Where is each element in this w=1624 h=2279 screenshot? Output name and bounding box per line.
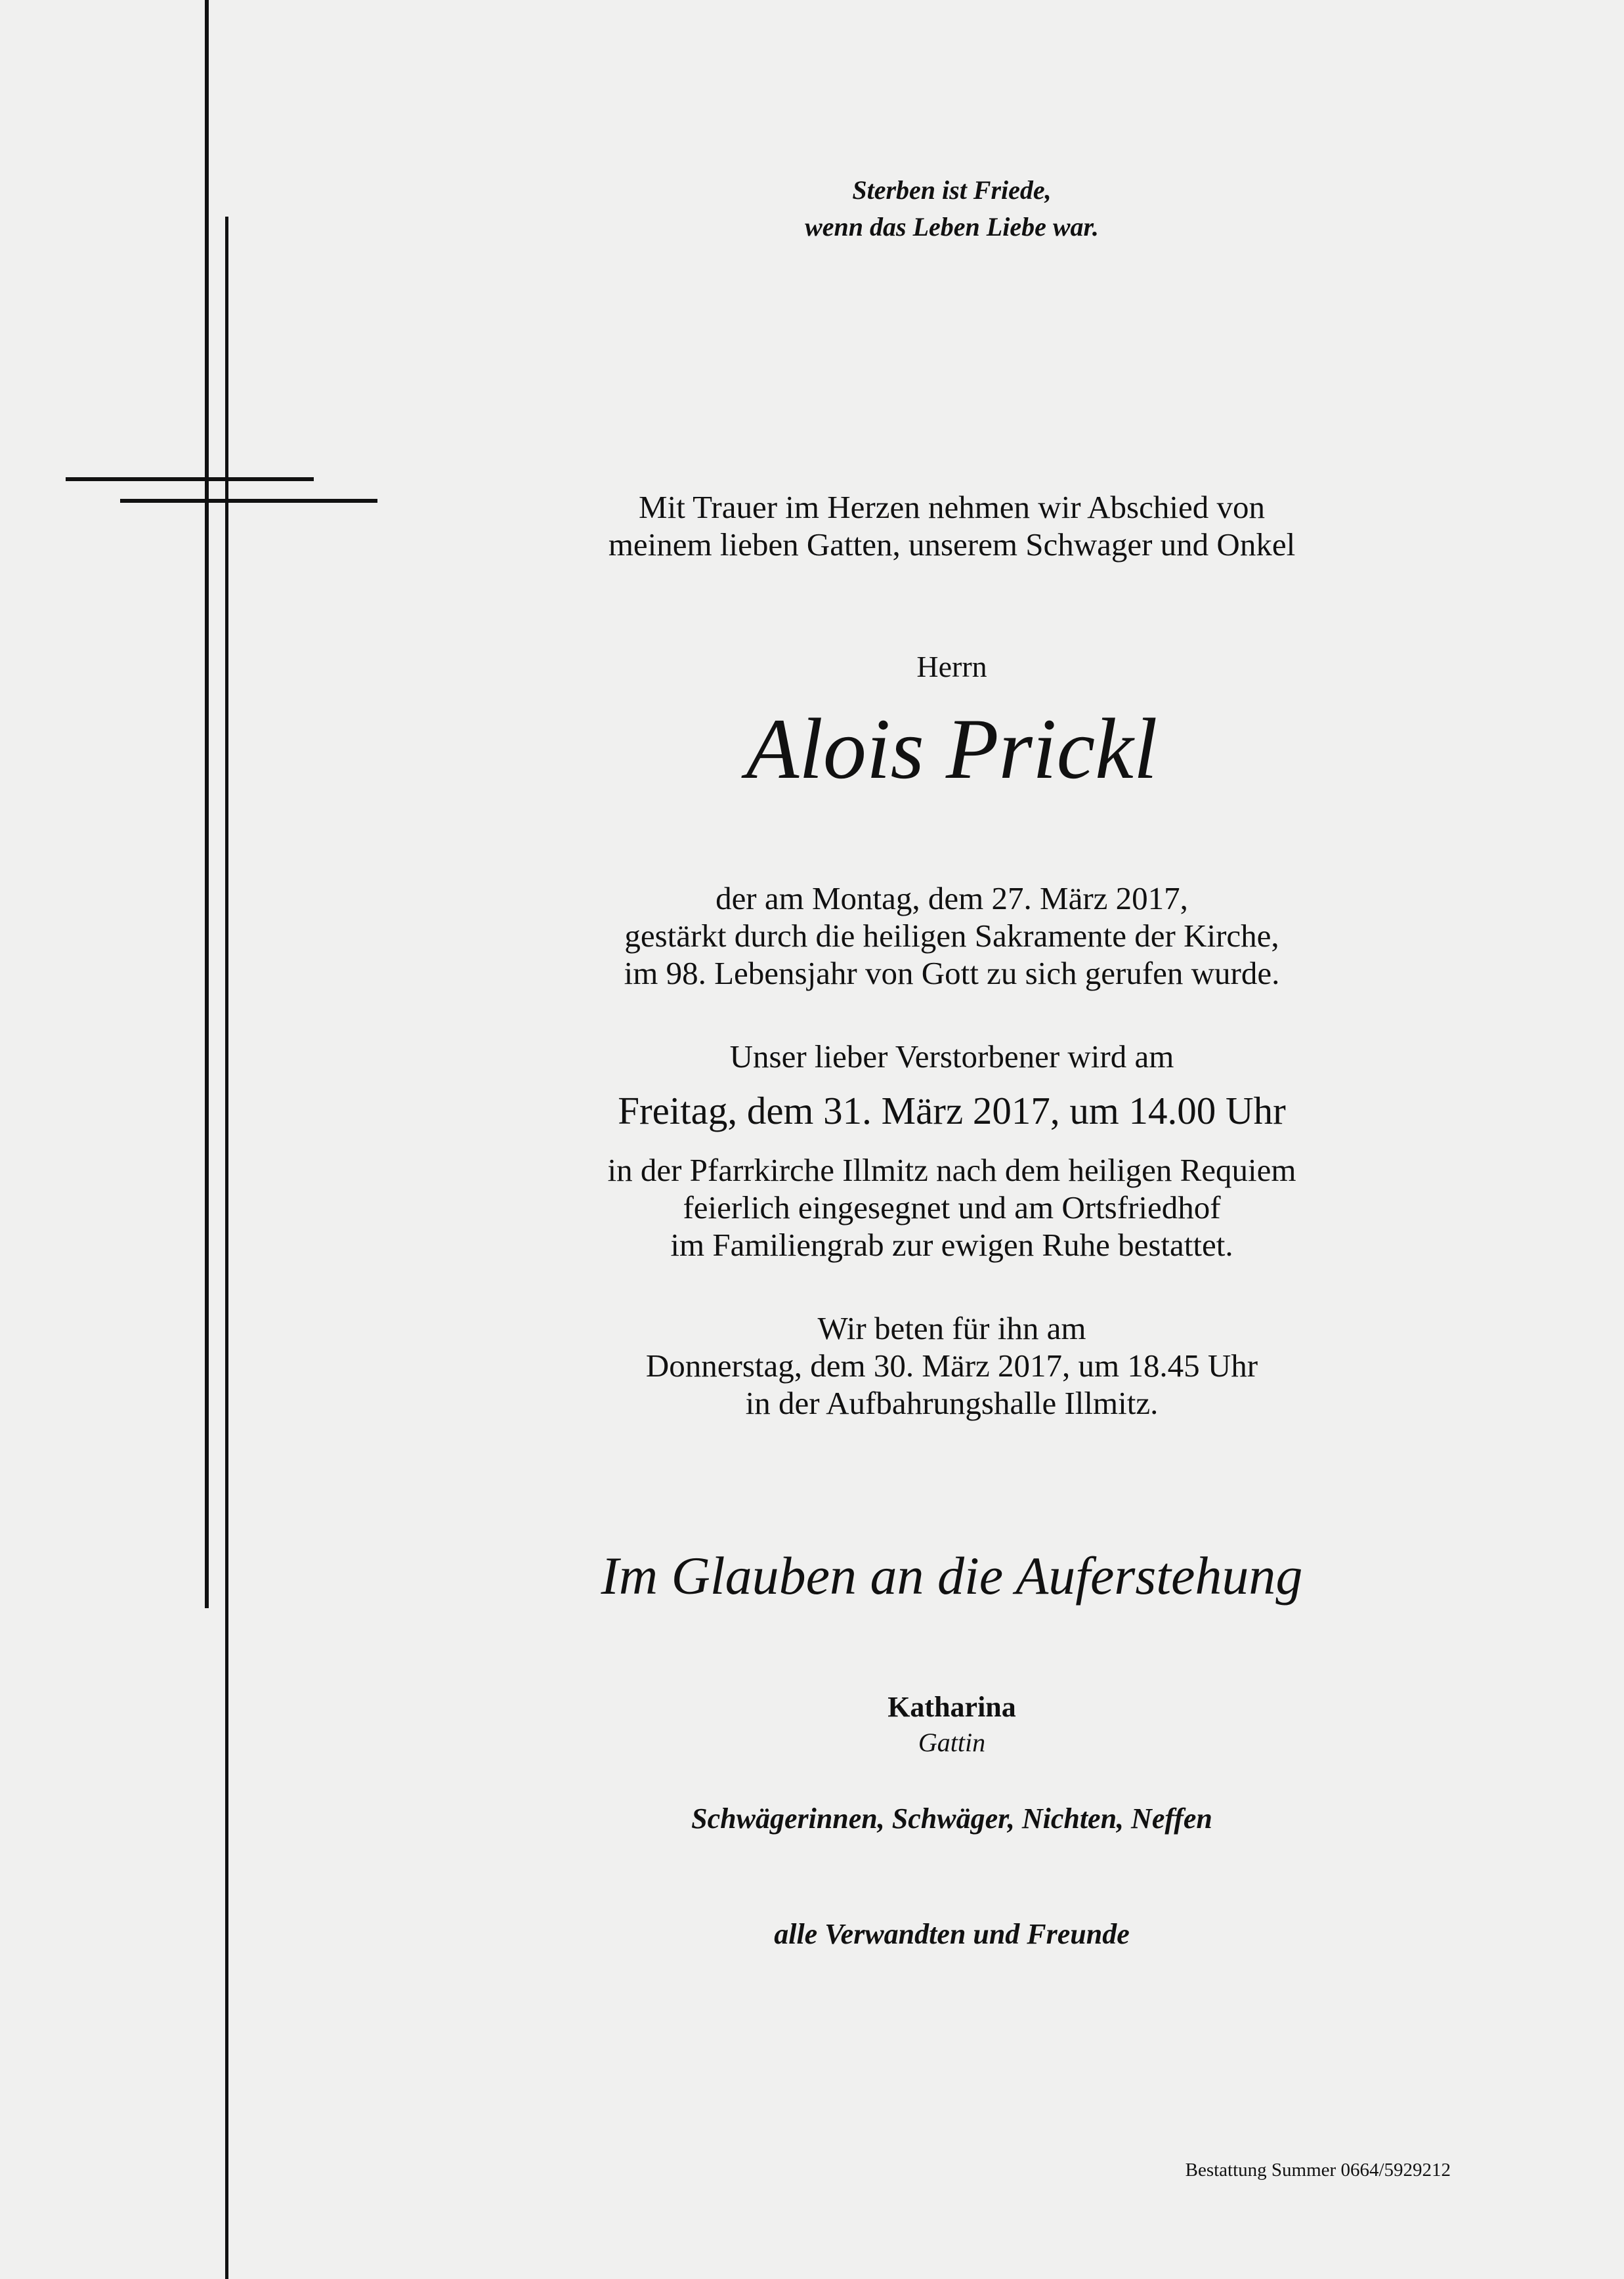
cross-vertical-left: [205, 0, 209, 1608]
cross-horizontal-lower: [120, 499, 377, 503]
prayer-line: Wir beten für ihn am: [817, 1310, 1086, 1346]
widow-name: Katharina: [887, 1691, 1016, 1723]
death-line: im 98. Lebensjahr von Gott zu sich gerufen wurde.: [624, 955, 1280, 991]
ceremony-line: in der Pfarrkirche Illmitz nach dem heiligen Requiem: [607, 1152, 1296, 1188]
relatives-list: Schwägerinnen, Schwäger, Nichten, Neffen: [691, 1802, 1212, 1835]
death-line: gestärkt durch die heiligen Sakramente der Kirche,: [624, 918, 1279, 954]
intro-line: Mit Trauer im Herzen nehmen wir Abschied von: [639, 489, 1265, 525]
funeral-lead: Unser lieber Verstorbener wird am: [729, 1038, 1174, 1075]
prayer-line: Donnerstag, dem 30. März 2017, um 18.45 Uhr: [645, 1348, 1258, 1384]
ceremony-line: im Familiengrab zur ewigen Ruhe bestattet.: [670, 1227, 1233, 1263]
salutation: Herrn: [916, 650, 987, 683]
faith-statement: Im Glauben an die Auferstehung: [601, 1546, 1303, 1606]
death-line: der am Montag, dem 27. März 2017,: [716, 880, 1188, 916]
cross-vertical-right: [225, 217, 228, 2279]
motto-line: Sterben ist Friede,: [852, 175, 1052, 205]
ceremony-line: feierlich eingesegnet und am Ortsfriedhof: [683, 1189, 1221, 1225]
death-notice: [525, 880, 1378, 992]
cross-horizontal-upper: [66, 477, 314, 481]
prayer-text: [525, 1310, 1378, 1422]
funeral-home-footer: Bestattung Summer 0664/5929212: [1185, 2160, 1451, 2181]
ceremony-text: [525, 1151, 1378, 1264]
prayer-line: in der Aufbahrungshalle Illmitz.: [745, 1385, 1159, 1421]
motto: [525, 172, 1378, 245]
funeral-date: Freitag, dem 31. März 2017, um 14.00 Uhr: [618, 1089, 1286, 1132]
deceased-name: Alois Prickl: [746, 700, 1158, 797]
all-relatives: alle Verwandten und Freunde: [774, 1918, 1130, 1950]
intro-text: [525, 488, 1378, 563]
widow-role: Gattin: [918, 1728, 986, 1757]
motto-line: wenn das Leben Liebe war.: [805, 212, 1099, 242]
intro-line: meinem lieben Gatten, unserem Schwager und Onkel: [608, 526, 1296, 563]
